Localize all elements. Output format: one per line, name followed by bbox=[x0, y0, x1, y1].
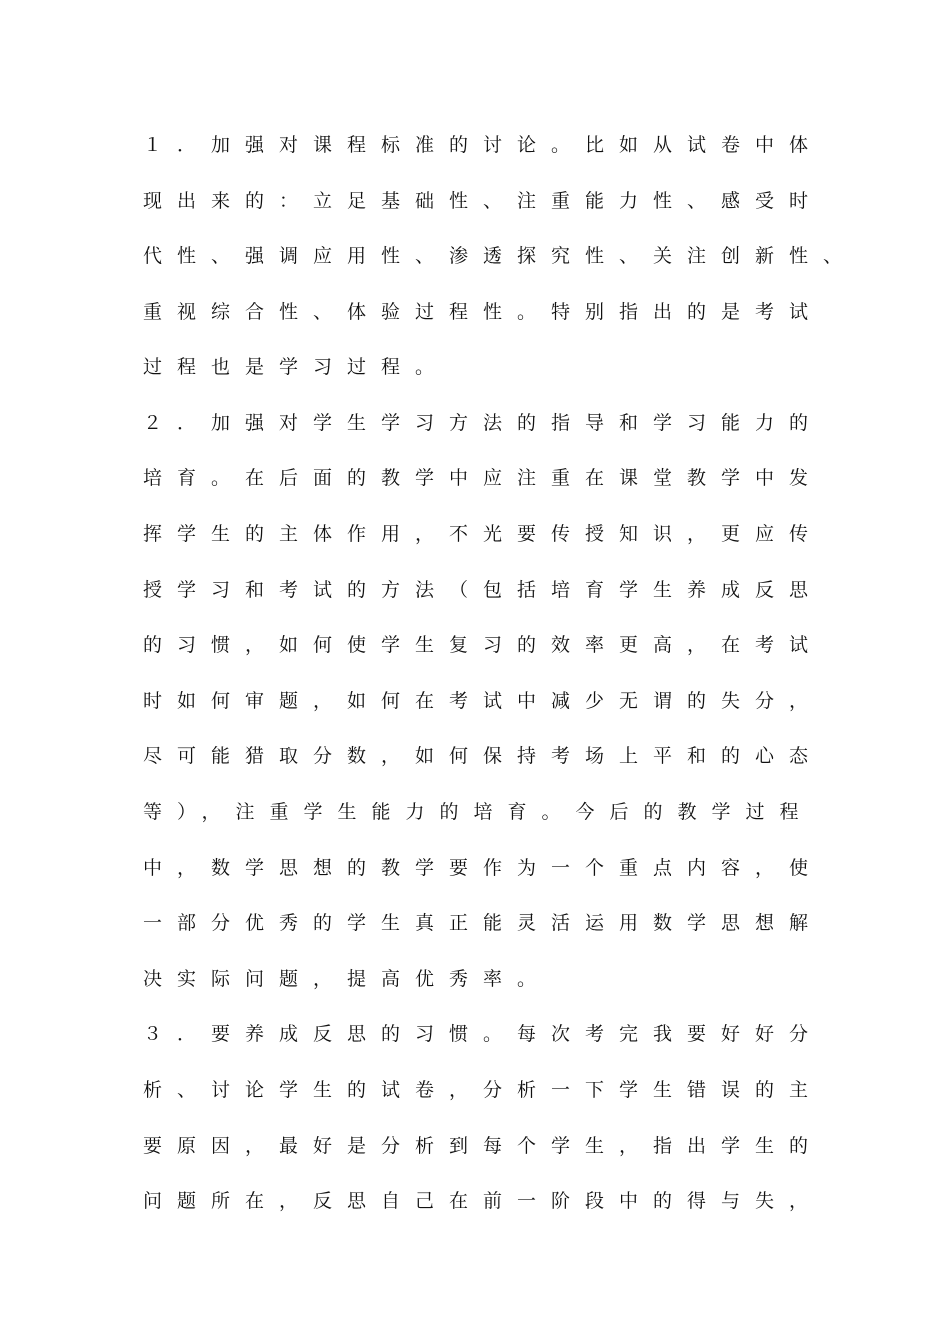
text-line: 时如何审题，如何在考试中减少无谓的失分， bbox=[143, 690, 824, 712]
text-line: ２．加强对学生学习方法的指导和学习能力的 bbox=[143, 412, 824, 434]
text-line: ３．要养成反思的习惯。每次考完我要好好分 bbox=[143, 1023, 824, 1045]
text-line: 问题所在，反思自己在前一阶段中的得与失， bbox=[143, 1190, 824, 1212]
text-line: 现出来的：立足基础性、注重能力性、感受时 bbox=[143, 190, 824, 212]
text-line: 析、讨论学生的试卷，分析一下学生错误的主 bbox=[143, 1079, 824, 1101]
text-line: 挥学生的主体作用，不光要传授知识，更应传 bbox=[143, 523, 824, 545]
text-line: 中，数学思想的教学要作为一个重点内容，使 bbox=[143, 857, 824, 879]
text-line: 培育。在后面的教学中应注重在课堂教学中发 bbox=[143, 467, 824, 489]
text-line: １．加强对课程标准的讨论。比如从试卷中体 bbox=[143, 134, 824, 156]
text-line: 一部分优秀的学生真正能灵活运用数学思想解 bbox=[143, 912, 824, 934]
text-line: 的习惯，如何使学生复习的效率更高，在考试 bbox=[143, 634, 824, 656]
text-line: 尽可能猎取分数，如何保持考场上平和的心态 bbox=[143, 745, 824, 767]
text-line: 过程也是学习过程。 bbox=[143, 356, 450, 378]
text-line: 代性、强调应用性、渗透探究性、关注创新性、 bbox=[143, 245, 858, 267]
text-line: 等），注重学生能力的培育。今后的教学过程 bbox=[143, 801, 814, 823]
text-line: 授学习和考试的方法（包括培育学生养成反思 bbox=[143, 579, 824, 601]
text-line: 要原因，最好是分析到每个学生，指出学生的 bbox=[143, 1135, 824, 1157]
text-line: 重视综合性、体验过程性。特别指出的是考试 bbox=[143, 301, 824, 323]
text-line: 决实际问题，提高优秀率。 bbox=[143, 968, 552, 990]
